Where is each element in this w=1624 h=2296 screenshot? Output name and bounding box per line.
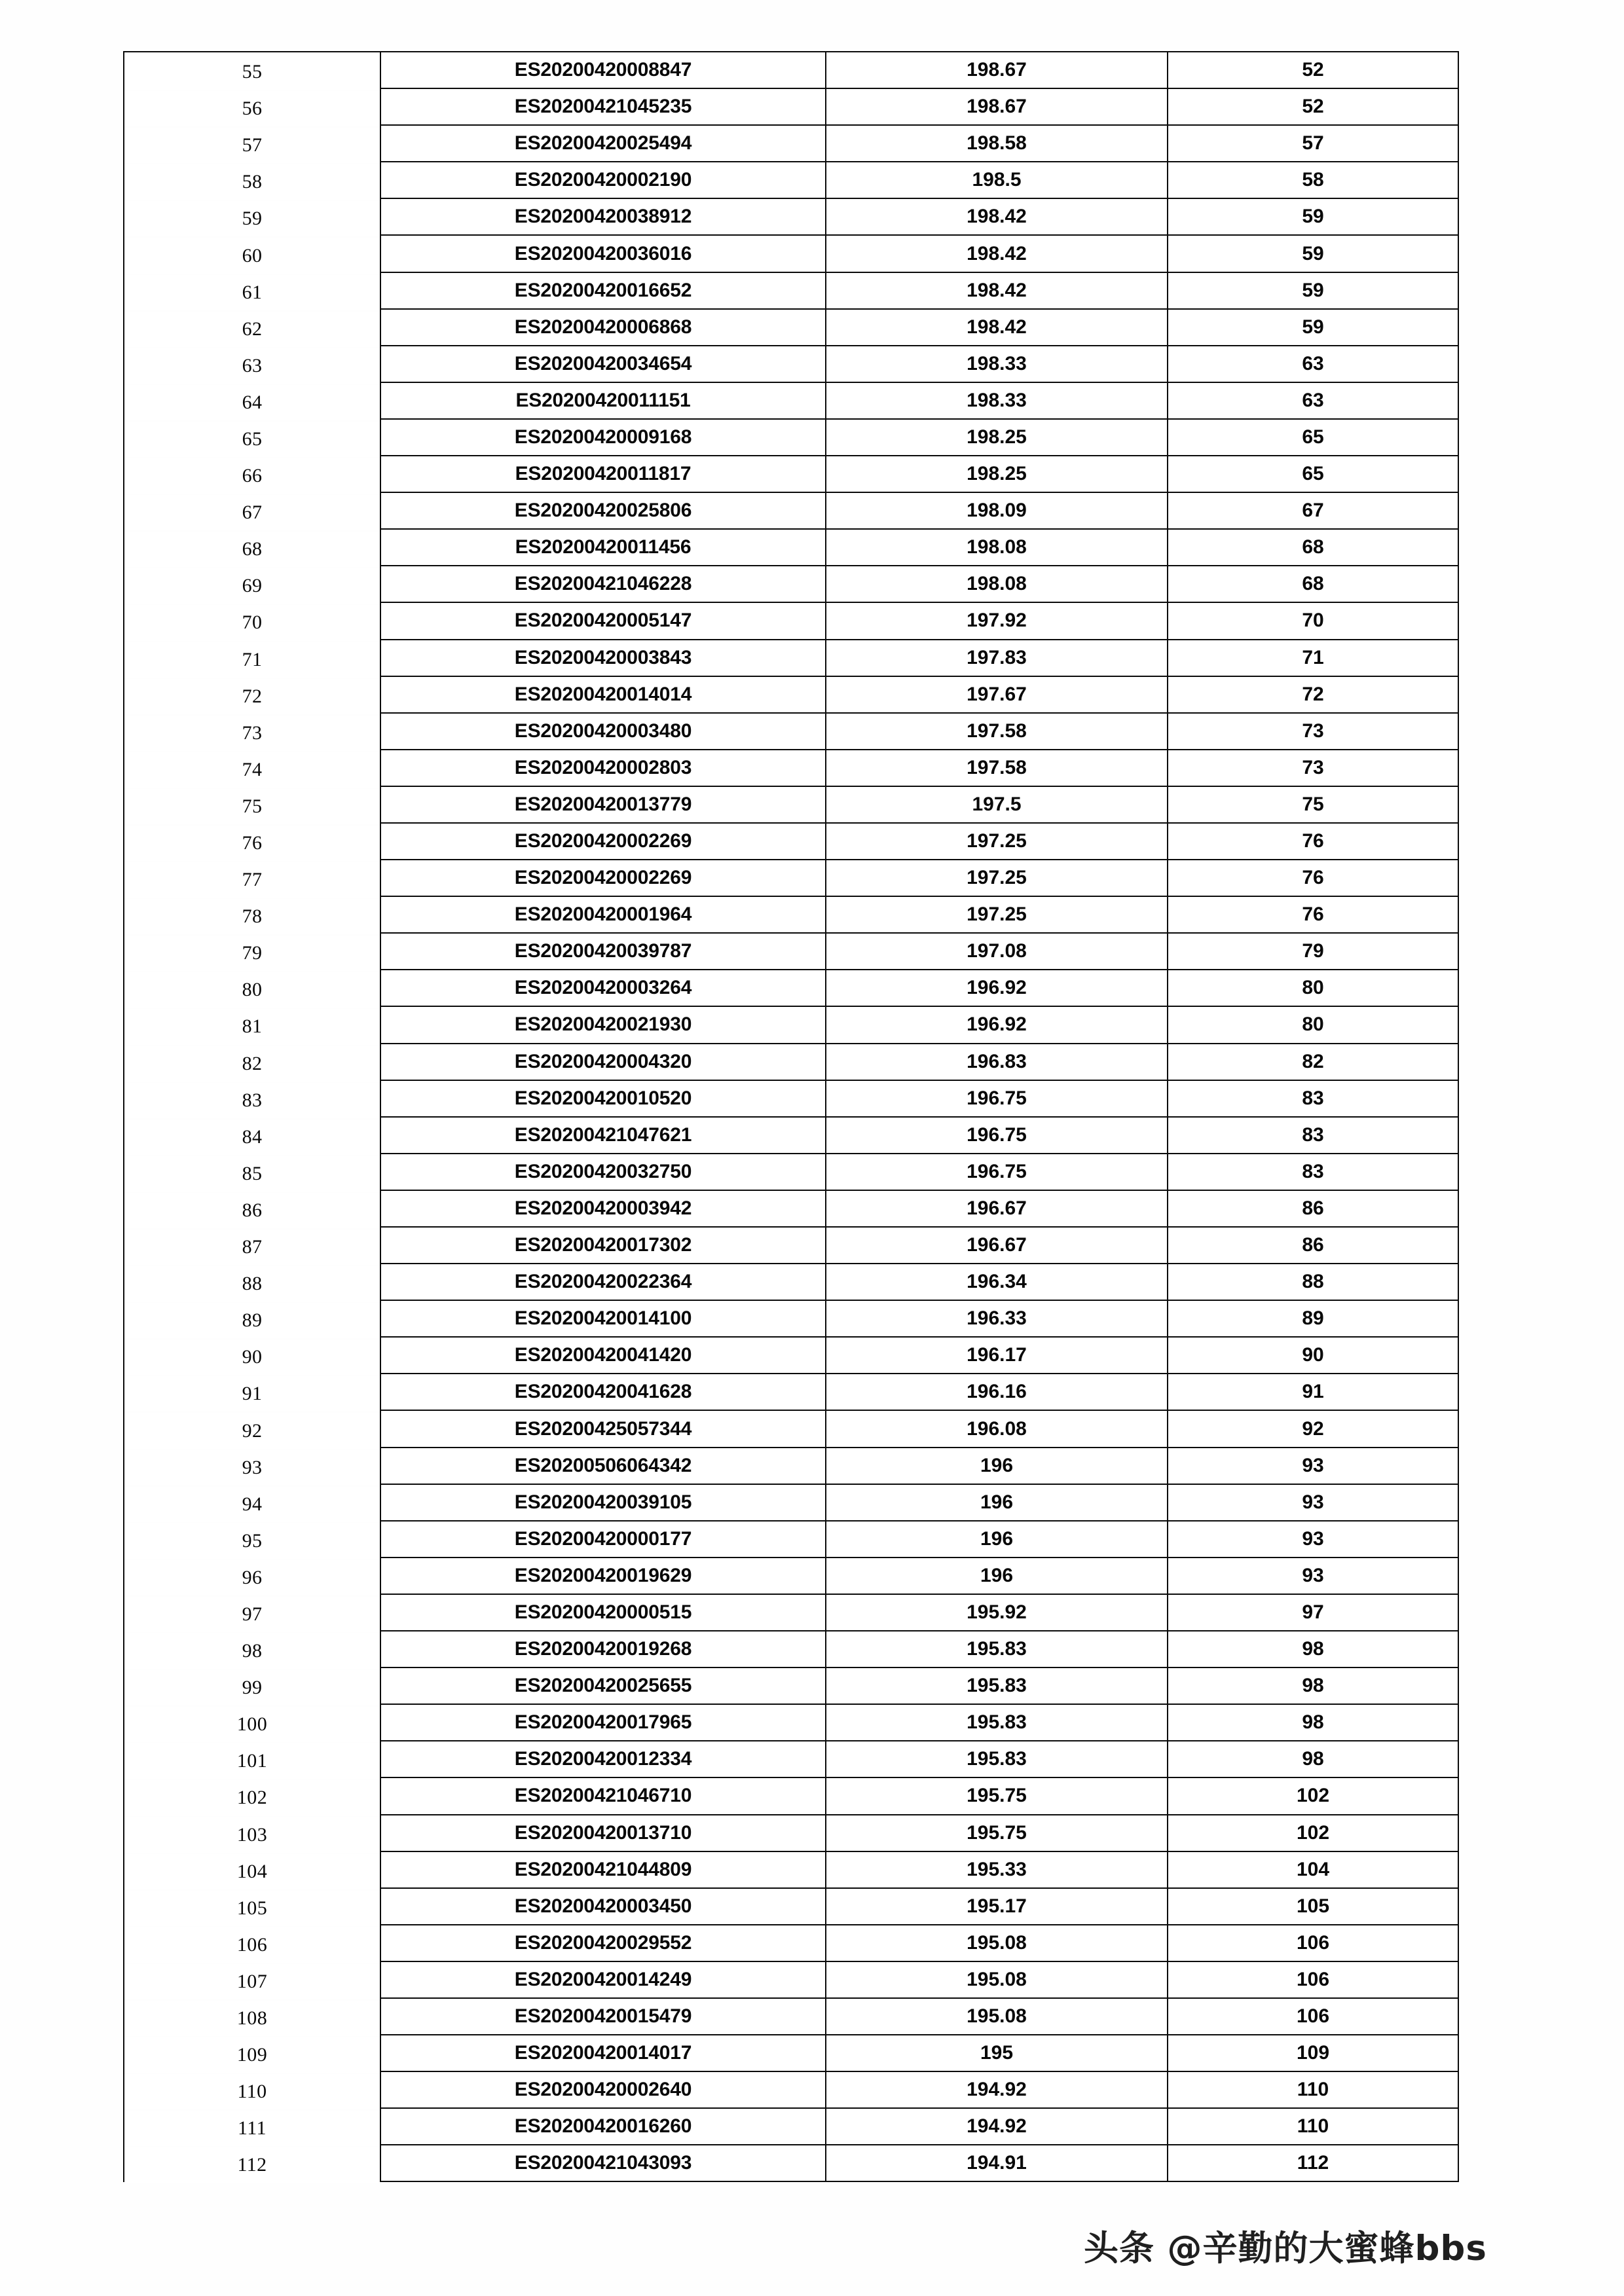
row-index-cell: 111 bbox=[124, 2110, 380, 2147]
row-index-cell: 74 bbox=[124, 752, 380, 788]
table-row bbox=[124, 602, 1458, 639]
row-index-cell: 92 bbox=[124, 1412, 380, 1449]
row-rank-cell: 59 bbox=[1168, 198, 1458, 235]
row-number-cell: ES20200420003450 bbox=[380, 1888, 826, 1925]
row-number-cell: ES20200420012334 bbox=[380, 1741, 826, 1777]
table-row bbox=[124, 896, 1458, 933]
row-index-cell: 69 bbox=[124, 568, 380, 604]
row-rank-cell: 98 bbox=[1168, 1631, 1458, 1667]
row-rank-cell: 86 bbox=[1168, 1190, 1458, 1227]
row-number-cell: ES20200420021930 bbox=[380, 1006, 826, 1043]
table-row bbox=[124, 125, 1458, 162]
row-number-cell: ES20200420010520 bbox=[380, 1080, 826, 1117]
row-rank-cell: 88 bbox=[1168, 1264, 1458, 1300]
row-rank-cell: 76 bbox=[1168, 860, 1458, 896]
row-rank-cell: 93 bbox=[1168, 1521, 1458, 1558]
table-row bbox=[124, 1337, 1458, 1374]
row-rank-cell: 75 bbox=[1168, 786, 1458, 823]
table-row bbox=[124, 1044, 1458, 1080]
row-index-cell: 61 bbox=[124, 274, 380, 311]
row-score-cell: 195.83 bbox=[826, 1704, 1168, 1741]
row-number-cell: ES20200421044809 bbox=[380, 1851, 826, 1888]
row-score-cell: 196.67 bbox=[826, 1190, 1168, 1227]
row-number-cell: ES20200420005147 bbox=[380, 602, 826, 639]
table-row bbox=[124, 382, 1458, 419]
row-score-cell: 197.25 bbox=[826, 860, 1168, 896]
row-score-cell: 196.34 bbox=[826, 1264, 1168, 1300]
row-score-cell: 195.92 bbox=[826, 1594, 1168, 1631]
row-number-cell: ES20200420041628 bbox=[380, 1374, 826, 1410]
row-index-cell: 60 bbox=[124, 237, 380, 274]
row-index-cell: 91 bbox=[124, 1376, 380, 1412]
row-index-cell: 96 bbox=[124, 1559, 380, 1596]
row-rank-cell: 98 bbox=[1168, 1704, 1458, 1741]
table-row bbox=[124, 456, 1458, 492]
row-rank-cell: 71 bbox=[1168, 640, 1458, 676]
row-index-cell: 59 bbox=[124, 200, 380, 237]
row-score-cell: 197.92 bbox=[826, 602, 1168, 639]
row-index-cell: 83 bbox=[124, 1082, 380, 1119]
row-score-cell: 196 bbox=[826, 1484, 1168, 1521]
row-score-cell: 196.75 bbox=[826, 1154, 1168, 1190]
row-index-cell: 57 bbox=[124, 127, 380, 164]
row-rank-cell: 93 bbox=[1168, 1484, 1458, 1521]
row-number-cell: ES20200420011456 bbox=[380, 529, 826, 566]
row-score-cell: 195.75 bbox=[826, 1815, 1168, 1851]
row-score-cell: 198.5 bbox=[826, 162, 1168, 198]
table-row bbox=[124, 1888, 1458, 1925]
row-rank-cell: 65 bbox=[1168, 419, 1458, 456]
row-index-cell: 108 bbox=[124, 2000, 380, 2037]
table-row bbox=[124, 1300, 1458, 1337]
row-score-cell: 195.83 bbox=[826, 1667, 1168, 1704]
table-row bbox=[124, 1264, 1458, 1300]
row-score-cell: 197.25 bbox=[826, 896, 1168, 933]
row-score-cell: 194.92 bbox=[826, 2108, 1168, 2145]
table-row bbox=[124, 272, 1458, 309]
row-score-cell: 194.92 bbox=[826, 2071, 1168, 2108]
table-row bbox=[124, 1631, 1458, 1667]
table-row bbox=[124, 1558, 1458, 1594]
row-number-cell: ES20200420014017 bbox=[380, 2035, 826, 2071]
row-index-cell: 76 bbox=[124, 825, 380, 862]
row-score-cell: 196 bbox=[826, 1558, 1168, 1594]
row-score-cell: 195 bbox=[826, 2035, 1168, 2071]
row-number-cell: ES20200420038912 bbox=[380, 198, 826, 235]
row-number-cell: ES20200420011817 bbox=[380, 456, 826, 492]
row-index-cell: 86 bbox=[124, 1192, 380, 1229]
table-row bbox=[124, 1667, 1458, 1704]
row-number-cell: ES20200420006868 bbox=[380, 309, 826, 346]
row-number-cell: ES20200421043093 bbox=[380, 2145, 826, 2181]
row-index-cell: 95 bbox=[124, 1523, 380, 1559]
row-number-cell: ES20200420002640 bbox=[380, 2071, 826, 2108]
row-rank-cell: 82 bbox=[1168, 1044, 1458, 1080]
table-row bbox=[124, 676, 1458, 713]
table-row bbox=[124, 198, 1458, 235]
row-score-cell: 198.42 bbox=[826, 309, 1168, 346]
row-index-cell: 72 bbox=[124, 678, 380, 715]
table-row bbox=[124, 235, 1458, 272]
row-rank-cell: 83 bbox=[1168, 1117, 1458, 1154]
row-index-cell: 62 bbox=[124, 311, 380, 348]
row-index-cell: 78 bbox=[124, 898, 380, 935]
row-score-cell: 195.08 bbox=[826, 1961, 1168, 1998]
table-row bbox=[124, 52, 1458, 88]
row-score-cell: 196 bbox=[826, 1448, 1168, 1484]
row-number-cell: ES20200421046710 bbox=[380, 1777, 826, 1814]
table-row bbox=[124, 750, 1458, 786]
row-score-cell: 197.58 bbox=[826, 750, 1168, 786]
row-number-cell: ES20200420009168 bbox=[380, 419, 826, 456]
table-row bbox=[124, 1741, 1458, 1777]
row-number-cell: ES20200420017965 bbox=[380, 1704, 826, 1741]
table-row bbox=[124, 933, 1458, 970]
row-number-cell: ES20200420016260 bbox=[380, 2108, 826, 2145]
row-rank-cell: 68 bbox=[1168, 566, 1458, 602]
table-row bbox=[124, 346, 1458, 382]
row-rank-cell: 67 bbox=[1168, 492, 1458, 529]
row-index-cell: 103 bbox=[124, 1817, 380, 1853]
table-row bbox=[124, 88, 1458, 125]
row-index-cell: 67 bbox=[124, 494, 380, 531]
row-rank-cell: 92 bbox=[1168, 1410, 1458, 1447]
watermark-text: 头条 @辛勤的大蜜蜂bbs bbox=[1084, 2229, 1487, 2269]
row-score-cell: 196.92 bbox=[826, 970, 1168, 1006]
row-number-cell: ES20200420034654 bbox=[380, 346, 826, 382]
row-rank-cell: 105 bbox=[1168, 1888, 1458, 1925]
row-score-cell: 195.17 bbox=[826, 1888, 1168, 1925]
table-row bbox=[124, 162, 1458, 198]
row-index-cell: 101 bbox=[124, 1743, 380, 1779]
row-number-cell: ES20200420036016 bbox=[380, 235, 826, 272]
row-rank-cell: 110 bbox=[1168, 2071, 1458, 2108]
table-row bbox=[124, 786, 1458, 823]
row-index-cell: 65 bbox=[124, 421, 380, 458]
row-index-cell: 70 bbox=[124, 604, 380, 641]
table-row bbox=[124, 1484, 1458, 1521]
row-number-cell: ES20200420002269 bbox=[380, 823, 826, 860]
table-row bbox=[124, 2108, 1458, 2145]
table-row bbox=[124, 1704, 1458, 1741]
row-number-cell: ES20200420019629 bbox=[380, 1558, 826, 1594]
row-rank-cell: 59 bbox=[1168, 309, 1458, 346]
row-score-cell: 197.83 bbox=[826, 640, 1168, 676]
row-rank-cell: 93 bbox=[1168, 1558, 1458, 1594]
row-rank-cell: 72 bbox=[1168, 676, 1458, 713]
row-score-cell: 196.75 bbox=[826, 1117, 1168, 1154]
row-number-cell: ES20200420025494 bbox=[380, 125, 826, 162]
table-row bbox=[124, 970, 1458, 1006]
row-index-cell: 97 bbox=[124, 1596, 380, 1633]
row-index-cell: 79 bbox=[124, 935, 380, 972]
row-number-cell: ES20200420017302 bbox=[380, 1227, 826, 1264]
table-row bbox=[124, 1521, 1458, 1558]
row-rank-cell: 68 bbox=[1168, 529, 1458, 566]
row-number-cell: ES20200420013779 bbox=[380, 786, 826, 823]
row-rank-cell: 52 bbox=[1168, 52, 1458, 88]
table-row bbox=[124, 1815, 1458, 1851]
row-index-cell: 82 bbox=[124, 1046, 380, 1082]
row-rank-cell: 65 bbox=[1168, 456, 1458, 492]
row-rank-cell: 76 bbox=[1168, 823, 1458, 860]
row-rank-cell: 63 bbox=[1168, 346, 1458, 382]
row-rank-cell: 83 bbox=[1168, 1154, 1458, 1190]
table-row bbox=[124, 1594, 1458, 1631]
table-row bbox=[124, 1080, 1458, 1117]
row-score-cell: 195.83 bbox=[826, 1741, 1168, 1777]
table-row bbox=[124, 492, 1458, 529]
row-score-cell: 198.58 bbox=[826, 125, 1168, 162]
row-index-cell: 110 bbox=[124, 2073, 380, 2110]
row-index-cell: 56 bbox=[124, 90, 380, 127]
row-index-cell: 58 bbox=[124, 164, 380, 200]
row-rank-cell: 59 bbox=[1168, 235, 1458, 272]
row-rank-cell: 109 bbox=[1168, 2035, 1458, 2071]
row-index-cell: 107 bbox=[124, 1963, 380, 2000]
row-number-cell: ES20200420029552 bbox=[380, 1925, 826, 1961]
table-row bbox=[124, 1006, 1458, 1043]
row-index-cell: 81 bbox=[124, 1008, 380, 1045]
row-number-cell: ES20200421047621 bbox=[380, 1117, 826, 1154]
table-row bbox=[124, 529, 1458, 566]
row-score-cell: 198.42 bbox=[826, 272, 1168, 309]
row-index-cell: 63 bbox=[124, 348, 380, 384]
ranking-table-body bbox=[124, 52, 1458, 2181]
row-rank-cell: 97 bbox=[1168, 1594, 1458, 1631]
row-rank-cell: 70 bbox=[1168, 602, 1458, 639]
row-rank-cell: 80 bbox=[1168, 970, 1458, 1006]
row-index-cell: 87 bbox=[124, 1229, 380, 1266]
ranking-table-container bbox=[123, 51, 1458, 2182]
row-number-cell: ES20200420039787 bbox=[380, 933, 826, 970]
row-index-cell: 71 bbox=[124, 642, 380, 678]
row-score-cell: 197.67 bbox=[826, 676, 1168, 713]
row-index-cell: 73 bbox=[124, 715, 380, 752]
row-rank-cell: 102 bbox=[1168, 1815, 1458, 1851]
table-row bbox=[124, 309, 1458, 346]
row-score-cell: 195.08 bbox=[826, 1925, 1168, 1961]
ranking-table bbox=[123, 51, 1459, 2182]
row-score-cell: 196.17 bbox=[826, 1337, 1168, 1374]
table-row bbox=[124, 860, 1458, 896]
row-score-cell: 198.25 bbox=[826, 456, 1168, 492]
row-score-cell: 194.91 bbox=[826, 2145, 1168, 2181]
row-number-cell: ES20200420003264 bbox=[380, 970, 826, 1006]
row-index-cell: 93 bbox=[124, 1449, 380, 1486]
row-index-cell: 89 bbox=[124, 1302, 380, 1339]
row-rank-cell: 89 bbox=[1168, 1300, 1458, 1337]
row-score-cell: 198.67 bbox=[826, 88, 1168, 125]
row-index-cell: 94 bbox=[124, 1486, 380, 1523]
row-rank-cell: 76 bbox=[1168, 896, 1458, 933]
row-rank-cell: 83 bbox=[1168, 1080, 1458, 1117]
row-number-cell: ES20200420032750 bbox=[380, 1154, 826, 1190]
table-row bbox=[124, 419, 1458, 456]
row-score-cell: 198.42 bbox=[826, 235, 1168, 272]
row-index-cell: 90 bbox=[124, 1339, 380, 1376]
row-rank-cell: 63 bbox=[1168, 382, 1458, 419]
row-rank-cell: 79 bbox=[1168, 933, 1458, 970]
row-number-cell: ES20200420003843 bbox=[380, 640, 826, 676]
row-number-cell: ES20200420014014 bbox=[380, 676, 826, 713]
row-number-cell: ES20200420002803 bbox=[380, 750, 826, 786]
row-score-cell: 196.75 bbox=[826, 1080, 1168, 1117]
table-row bbox=[124, 1374, 1458, 1410]
row-index-cell: 88 bbox=[124, 1266, 380, 1302]
table-row bbox=[124, 1448, 1458, 1484]
table-row bbox=[124, 1925, 1458, 1961]
row-score-cell: 195.83 bbox=[826, 1631, 1168, 1667]
row-score-cell: 198.42 bbox=[826, 198, 1168, 235]
row-index-cell: 68 bbox=[124, 531, 380, 568]
row-number-cell: ES20200420008847 bbox=[380, 52, 826, 88]
row-number-cell: ES20200420002190 bbox=[380, 162, 826, 198]
row-score-cell: 196.67 bbox=[826, 1227, 1168, 1264]
row-number-cell: ES20200420041420 bbox=[380, 1337, 826, 1374]
row-number-cell: ES20200506064342 bbox=[380, 1448, 826, 1484]
table-row bbox=[124, 2145, 1458, 2181]
row-index-cell: 55 bbox=[124, 54, 380, 90]
table-row bbox=[124, 823, 1458, 860]
row-index-cell: 109 bbox=[124, 2037, 380, 2073]
row-rank-cell: 106 bbox=[1168, 1925, 1458, 1961]
row-rank-cell: 93 bbox=[1168, 1448, 1458, 1484]
table-row bbox=[124, 1851, 1458, 1888]
row-number-cell: ES20200420039105 bbox=[380, 1484, 826, 1521]
row-score-cell: 198.33 bbox=[826, 346, 1168, 382]
table-row bbox=[124, 640, 1458, 676]
row-score-cell: 195.75 bbox=[826, 1777, 1168, 1814]
row-index-cell: 100 bbox=[124, 1706, 380, 1743]
row-rank-cell: 90 bbox=[1168, 1337, 1458, 1374]
row-score-cell: 197.5 bbox=[826, 786, 1168, 823]
table-row bbox=[124, 566, 1458, 602]
table-row bbox=[124, 1961, 1458, 1998]
row-number-cell: ES20200420019268 bbox=[380, 1631, 826, 1667]
row-index-cell: 77 bbox=[124, 862, 380, 898]
row-number-cell: ES20200420025806 bbox=[380, 492, 826, 529]
row-rank-cell: 102 bbox=[1168, 1777, 1458, 1814]
row-number-cell: ES20200420002269 bbox=[380, 860, 826, 896]
row-score-cell: 198.25 bbox=[826, 419, 1168, 456]
row-score-cell: 196.83 bbox=[826, 1044, 1168, 1080]
row-score-cell: 197.08 bbox=[826, 933, 1168, 970]
row-score-cell: 196.16 bbox=[826, 1374, 1168, 1410]
row-score-cell: 196.08 bbox=[826, 1410, 1168, 1447]
row-rank-cell: 58 bbox=[1168, 162, 1458, 198]
table-row bbox=[124, 1998, 1458, 2035]
row-number-cell: ES20200425057344 bbox=[380, 1410, 826, 1447]
row-score-cell: 196.92 bbox=[826, 1006, 1168, 1043]
row-index-cell: 104 bbox=[124, 1853, 380, 1890]
row-number-cell: ES20200420001964 bbox=[380, 896, 826, 933]
row-rank-cell: 57 bbox=[1168, 125, 1458, 162]
row-number-cell: ES20200420022364 bbox=[380, 1264, 826, 1300]
row-index-cell: 98 bbox=[124, 1633, 380, 1669]
row-number-cell: ES20200420003942 bbox=[380, 1190, 826, 1227]
row-rank-cell: 73 bbox=[1168, 713, 1458, 750]
row-index-cell: 102 bbox=[124, 1779, 380, 1816]
row-index-cell: 80 bbox=[124, 972, 380, 1008]
row-score-cell: 198.09 bbox=[826, 492, 1168, 529]
row-index-cell: 75 bbox=[124, 788, 380, 825]
row-index-cell: 105 bbox=[124, 1890, 380, 1927]
row-index-cell: 64 bbox=[124, 384, 380, 421]
row-rank-cell: 91 bbox=[1168, 1374, 1458, 1410]
row-rank-cell: 106 bbox=[1168, 1961, 1458, 1998]
row-number-cell: ES20200420013710 bbox=[380, 1815, 826, 1851]
row-number-cell: ES20200420000515 bbox=[380, 1594, 826, 1631]
row-index-cell: 106 bbox=[124, 1927, 380, 1963]
row-score-cell: 196.33 bbox=[826, 1300, 1168, 1337]
row-score-cell: 198.33 bbox=[826, 382, 1168, 419]
row-rank-cell: 73 bbox=[1168, 750, 1458, 786]
table-row bbox=[124, 1190, 1458, 1227]
row-number-cell: ES20200420000177 bbox=[380, 1521, 826, 1558]
row-number-cell: ES20200420011151 bbox=[380, 382, 826, 419]
row-score-cell: 198.67 bbox=[826, 52, 1168, 88]
table-row bbox=[124, 2035, 1458, 2071]
row-rank-cell: 80 bbox=[1168, 1006, 1458, 1043]
row-rank-cell: 59 bbox=[1168, 272, 1458, 309]
table-row bbox=[124, 1154, 1458, 1190]
row-rank-cell: 52 bbox=[1168, 88, 1458, 125]
row-score-cell: 196 bbox=[826, 1521, 1168, 1558]
table-row bbox=[124, 713, 1458, 750]
row-score-cell: 198.08 bbox=[826, 529, 1168, 566]
row-index-cell: 66 bbox=[124, 458, 380, 494]
row-number-cell: ES20200420016652 bbox=[380, 272, 826, 309]
table-row bbox=[124, 1410, 1458, 1447]
table-row bbox=[124, 2071, 1458, 2108]
row-index-cell: 85 bbox=[124, 1156, 380, 1192]
row-score-cell: 197.58 bbox=[826, 713, 1168, 750]
table-row bbox=[124, 1117, 1458, 1154]
row-number-cell: ES20200420014249 bbox=[380, 1961, 826, 1998]
row-number-cell: ES20200420004320 bbox=[380, 1044, 826, 1080]
row-score-cell: 195.08 bbox=[826, 1998, 1168, 2035]
table-row bbox=[124, 1227, 1458, 1264]
table-row bbox=[124, 1777, 1458, 1814]
row-index-cell: 84 bbox=[124, 1119, 380, 1156]
row-index-cell: 99 bbox=[124, 1669, 380, 1706]
row-rank-cell: 86 bbox=[1168, 1227, 1458, 1264]
row-rank-cell: 110 bbox=[1168, 2108, 1458, 2145]
row-number-cell: ES20200421045235 bbox=[380, 88, 826, 125]
row-number-cell: ES20200420003480 bbox=[380, 713, 826, 750]
row-number-cell: ES20200420014100 bbox=[380, 1300, 826, 1337]
row-rank-cell: 106 bbox=[1168, 1998, 1458, 2035]
row-rank-cell: 98 bbox=[1168, 1741, 1458, 1777]
row-rank-cell: 104 bbox=[1168, 1851, 1458, 1888]
row-score-cell: 195.33 bbox=[826, 1851, 1168, 1888]
row-rank-cell: 98 bbox=[1168, 1667, 1458, 1704]
row-rank-cell: 112 bbox=[1168, 2145, 1458, 2181]
row-index-cell: 112 bbox=[124, 2147, 380, 2183]
row-number-cell: ES20200420015479 bbox=[380, 1998, 826, 2035]
row-score-cell: 198.08 bbox=[826, 566, 1168, 602]
row-score-cell: 197.25 bbox=[826, 823, 1168, 860]
row-number-cell: ES20200421046228 bbox=[380, 566, 826, 602]
row-number-cell: ES20200420025655 bbox=[380, 1667, 826, 1704]
